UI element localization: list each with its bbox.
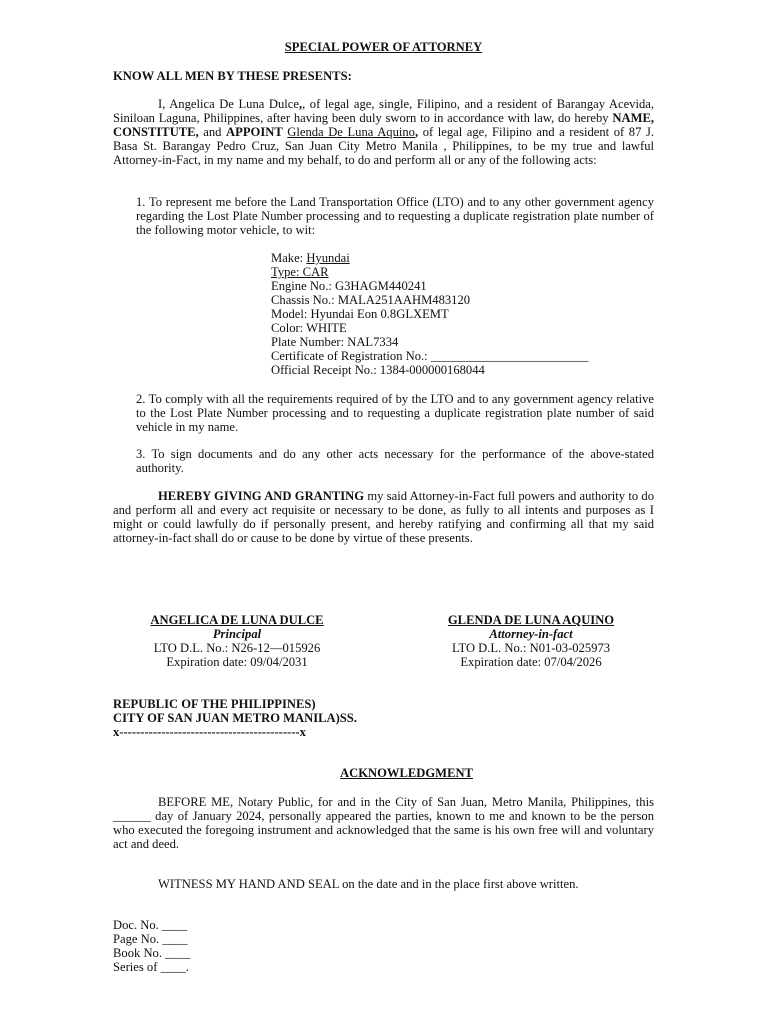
book-no: Book No. ____ xyxy=(113,946,191,960)
doc-no: Doc. No. ____ xyxy=(113,918,188,932)
attorney-name-inline: Glenda De Luna Aquino xyxy=(287,125,415,139)
document-title: SPECIAL POWER OF ATTORNEY xyxy=(284,40,483,54)
granting-bold: HEREBY GIVING AND GRANTING xyxy=(158,489,365,503)
comma: , xyxy=(298,97,303,111)
page-no: Page No. ____ xyxy=(113,932,188,946)
intro-heading: KNOW ALL MEN BY THESE PRESENTS: xyxy=(113,69,352,83)
venue-divider: x-------------------------------------------x xyxy=(113,725,306,739)
principal-expiration: Expiration date: 09/04/2031 xyxy=(166,655,308,669)
make-label: Make: xyxy=(271,251,307,265)
principal-name-inline: I, Angelica De Luna Dulce xyxy=(158,97,299,111)
attorney-license: LTO D.L. No.: N01-03-025973 xyxy=(451,641,611,655)
attorney-expiration: Expiration date: 07/04/2026 xyxy=(460,655,602,669)
act-item-3: 3. To sign documents and do any other acts necessary for the performance of the above-stated authority. xyxy=(136,447,654,475)
venue-city: CITY OF SAN JUAN METRO MANILA)SS. xyxy=(113,711,357,725)
vehicle-model: Model: Hyundai Eon 0.8GLXEMT xyxy=(271,307,449,321)
act-item-2: 2. To comply with all the requirements required of by the LTO and to any government agency relative to the Lost Plate Number processing and to requesting a duplicate registration plate number of said vehicle in my name. xyxy=(136,392,654,434)
granting-text: my said Attorney-in-Fact full powers and authority to do and perform all and every act requisite or necessary to be done, as fully to all intents and purposes as I might or could lawfully do if personally present, and hereby ratifying and confirming all that my said attorney-in-fact shall do or cause to be done by virtue of these presents. xyxy=(113,489,655,545)
attorney-name: GLENDA DE LUNA AQUINO xyxy=(447,613,615,627)
appointment-text-rest: of legal age, Filipino and a resident of 87 J. Basa St. Barangay Pedro Cruz, San Juan City Metro Manila , Philippines, to be my true and lawful Attorney-in-Fact, in my name and my behalf, to do and perform all or any of the following acts: xyxy=(113,125,654,167)
acknowledgment-text: BEFORE ME, Notary Public, for and in the City of San Juan, Metro Manila, Philippines, this ______ day of January 2024, personally appeared the parties, known to me and known to be the person who executed the foregoing instrument and acknowledged that the same is his own free will and voluntary act and deed. xyxy=(113,795,654,851)
vehicle-plate: Plate Number: NAL7334 xyxy=(271,335,399,349)
notary-register xyxy=(113,918,313,974)
series-of: Series of ____. xyxy=(113,960,189,974)
attorney-signature-block xyxy=(424,613,638,669)
principal-role: Principal xyxy=(212,627,262,641)
vehicle-type: Type: CAR xyxy=(271,265,329,279)
appoint-text: APPOINT xyxy=(226,125,283,139)
act-item-1: 1. To represent me before the Land Transportation Office (LTO) and to any other government agency regarding the Lost Plate Number processing and to requesting a duplicate registration plate number of the following motor vehicle, to wit: xyxy=(136,195,654,237)
principal-signature-block xyxy=(130,613,344,669)
witness-line: WITNESS MY HAND AND SEAL on the date and in the place first above written. xyxy=(158,877,579,891)
venue-country: REPUBLIC OF THE PHILIPPINES) xyxy=(113,697,316,711)
appointment-text: , of legal age, single, Filipino, and a resident of Barangay Acevida, Siniloan Laguna, Philippines, after having been duly sworn to in accordance with law, do hereby xyxy=(113,97,655,125)
attorney-role: Attorney-in-fact xyxy=(489,627,573,641)
name-constitute-text: NAME, CONSTITUTE, xyxy=(113,111,654,139)
and-text: and xyxy=(198,125,227,139)
make-value: Hyundai xyxy=(306,251,350,265)
principal-license: LTO D.L. No.: N26-12—015926 xyxy=(153,641,321,655)
comma: , xyxy=(414,125,419,139)
vehicle-chassis: Chassis No.: MALA251AAHM483120 xyxy=(271,293,471,307)
vehicle-engine: Engine No.: G3HAGM440241 xyxy=(271,279,427,293)
vehicle-or: Official Receipt No.: 1384-000000168044 xyxy=(271,363,485,377)
vehicle-color: Color: WHITE xyxy=(271,321,347,335)
vehicle-details xyxy=(271,251,654,377)
principal-name: ANGELICA DE LUNA DULCE xyxy=(150,613,324,627)
appointment-paragraph xyxy=(113,97,654,167)
venue-block xyxy=(113,697,513,739)
granting-paragraph xyxy=(113,489,654,545)
vehicle-cr: Certificate of Registration No.: _________________________ xyxy=(271,349,589,363)
acknowledgment-title: ACKNOWLEDGMENT xyxy=(340,766,473,780)
vehicle-make xyxy=(271,251,654,265)
